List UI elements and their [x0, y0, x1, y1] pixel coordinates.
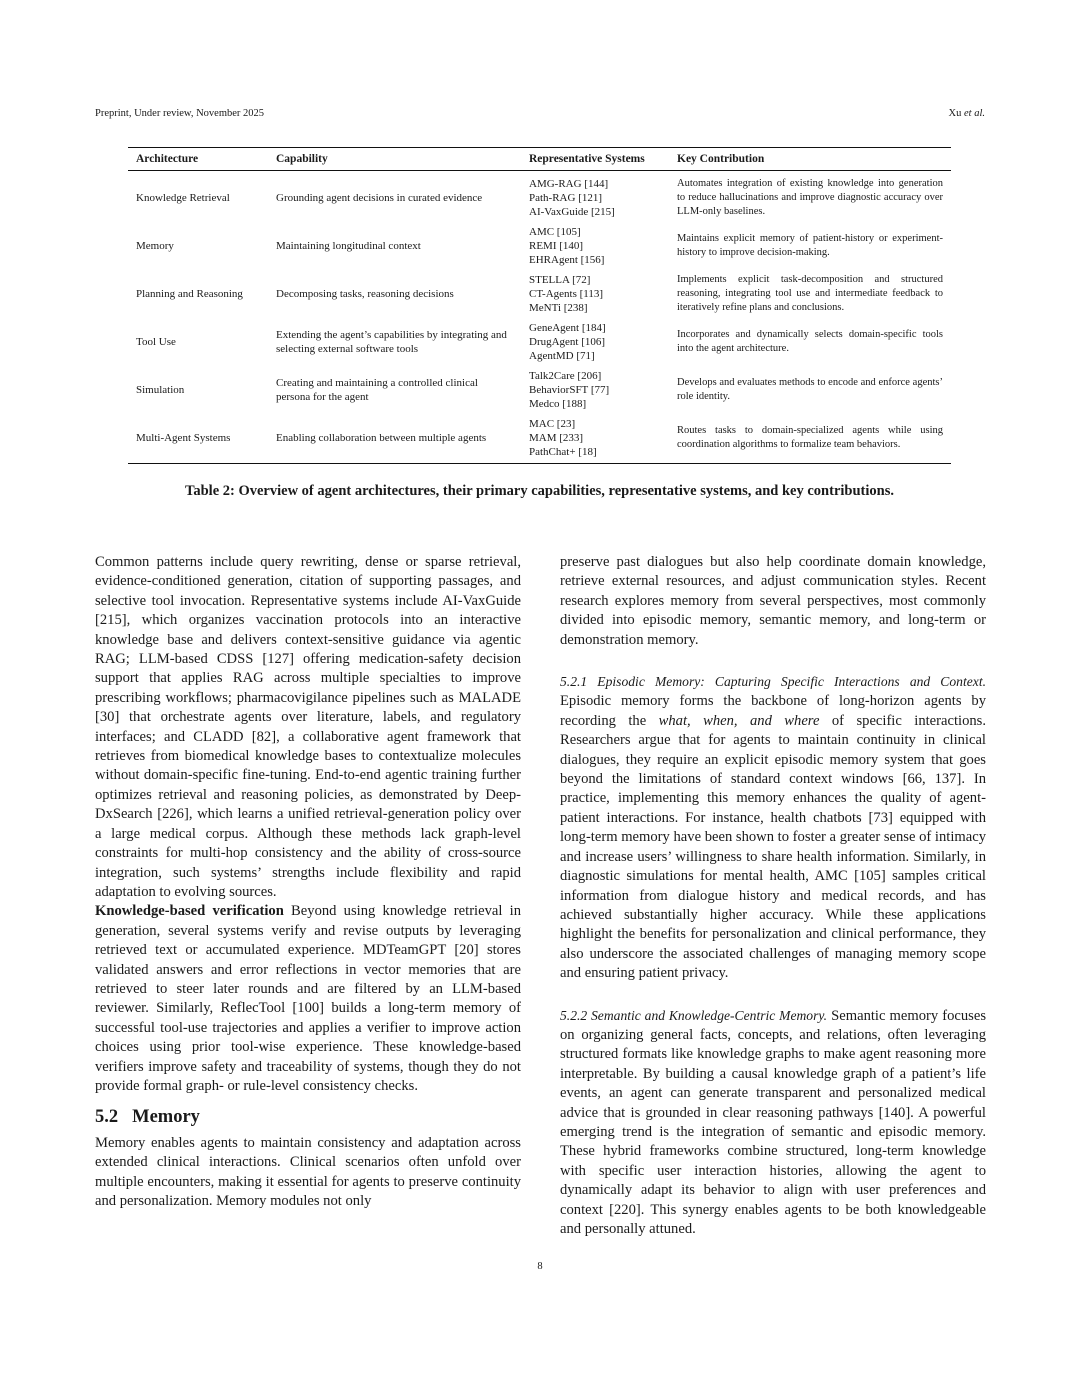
cell-capability: Enabling collaboration between multiple agents — [268, 414, 521, 464]
cell-architecture: Planning and Reasoning — [136, 288, 243, 300]
cell-contribution: Implements explicit task-decomposition and structured reasoning, integrating tool use and intermediate feedback to iteratively refine plans and conclusions. — [677, 274, 943, 313]
cell-architecture: Memory — [136, 240, 174, 252]
table-row — [128, 318, 951, 366]
cell-systems: STELLA [72] CT-Agents [113] MeNTi [238] — [529, 274, 604, 314]
table-header-row — [128, 148, 951, 171]
cell-capability: Maintaining longitudinal context — [276, 240, 421, 252]
paragraph: 5.2.1 Episodic Memory: Capturing Specific Interactions and Context. Episodic memory forms the backbone of long-horizon agents by recording the what, when, and where of specific interactions. Researchers argue that for agents to maintain continuity in clinical dialogues, they require an explicit episodic memory system that goes beyond the limitations of standard context windows [66, 137]. In practice, implementing this memory enhances the quality of agent-patient interactions. For instance, health chatbots [73] equipped with long-term memory have been shown to foster a greater sense of intimacy and increase users’ willingness to share health information. Similarly, in diagnostic simulations for mental health, AMC [105] samples critical information from dialogue history and medical records, and has achieved substantially higher accuracy. While these applications highlight the benefits for personalization and clinical performance, they also underscore the associated challenges of managing memory scope and ensuring patient privacy. — [560, 674, 987, 982]
header-venue: Preprint, Under review, November 2025 — [95, 108, 265, 119]
table-caption: Table 2: Overview of agent architectures, their primary capabilities, representative systems, and key contributions. — [185, 483, 894, 499]
paragraph: Knowledge-based verification Beyond using knowledge retrieval in generation, several systems verify and revise outputs by leveraging retrieved text or accumulated experience. MDTeamGPT [20] stores validated answers and error reflections in vector memories that are retrieved to steer later rounds and are filtered by an LLM-based reviewer. Similarly, ReflecTool [100] builds a long-term memory of successful tool-use trajectories and applies a verifier to improve action choices using prior tool-wise experience. These knowledge-based verifiers improve safety and traceability of systems, though they do not provide formal graph- or rule-level consistency checks. — [95, 903, 521, 1094]
section-heading: 5.2 Memory — [95, 1107, 200, 1128]
col-header-contribution: Key Contribution — [669, 148, 951, 171]
cell-architecture: Simulation — [136, 384, 185, 396]
cell-contribution: Maintains explicit memory of patient-history or experiment-history to improve decision-making. — [677, 233, 943, 258]
table-row — [128, 366, 951, 414]
cell-architecture: Tool Use — [136, 336, 176, 348]
table-row — [128, 222, 951, 270]
paragraph: preserve past dialogues but also help coordinate domain knowledge, retrieve external resources, and adjust communication styles. Recent research explores memory from several perspectives, most commonly divided into episodic memory, semantic memory, and long-term or demonstration memory. — [560, 554, 986, 648]
cell-contribution: Incorporates and dynamically selects domain-specific tools into the agent architecture. — [677, 329, 943, 354]
cell-contribution: Develops and evaluates methods to encode and enforce agents’ role identity. — [677, 377, 943, 402]
subsection-heading: 5.2.2 Semantic and Knowledge-Centric Memory. — [560, 1007, 828, 1023]
col-header-architecture: Architecture — [128, 148, 268, 171]
right-column — [560, 553, 986, 1239]
table-row — [128, 414, 951, 464]
col-header-capability: Capability — [268, 148, 521, 171]
cell-capability: Creating and maintaining a controlled clinical persona for the agent — [276, 377, 478, 403]
cell-systems: AMC [105] REMI [140] EHRAgent [156] — [529, 226, 605, 266]
table-row — [128, 171, 951, 223]
architecture-table — [128, 147, 951, 464]
cell-systems: AMG-RAG [144] Path-RAG [121] AI-VaxGuide [215] — [529, 178, 615, 218]
page-number: 8 — [537, 1261, 543, 1272]
cell-contribution: Automates integration of existing knowledge into generation to reduce hallucinations and improve diagnostic accuracy over LLM-only baselines. — [677, 178, 943, 217]
table-row — [128, 270, 951, 318]
run-in-heading: Knowledge-based verification — [95, 903, 284, 920]
running-head — [95, 108, 985, 119]
cell-systems: MAC [23] MAM [233] PathChat+ [18] — [521, 414, 669, 464]
header-authors: Xu et al. — [948, 108, 985, 119]
paragraph: 5.2.2 Semantic and Knowledge-Centric Memory. Semantic memory focuses on organizing general facts, concepts, and relations, often leveraging structured formats like knowledge graphs to make agent reasoning more interpretable. By building a causal knowledge graph of a patient’s life events, an agent can generate transparent and personalized medical advice that is grounded in clear reasoning pathways [140]. A powerful emerging trend is the integration of semantic and episodic memory. These hybrid frameworks combine structured, long-term knowledge with specific user interaction histories, allowing the agent to dynamically adapt its behavior to align with user preferences and context [220]. This synergy enables agents to be both knowledgeable and personally attuned. — [560, 1007, 986, 1237]
cell-architecture: Multi-Agent Systems — [128, 414, 268, 464]
cell-architecture: Knowledge Retrieval — [136, 192, 230, 204]
cell-capability: Extending the agent’s capabilities by integrating and selecting external software tools — [276, 329, 507, 355]
paragraph: Common patterns include query rewriting, dense or sparse retrieval, evidence-conditioned generation, citation of supporting passages, and selective tool invocation. Representative systems include AI-VaxGuide [215], which organizes vaccination protocols into an interactive knowledge base and delivers context-sensitive guidance via agentic RAG; LLM-based CDSS [127] offering medication-safety decision support that applies RAG across multiple specialties to improve prescribing workflows; pharmacovigilance pipelines such as MALADE [30] that orchestrate agents over literature, labels, and regulatory interfaces; and CLADD [82], a collaborative agent framework that retrieves from biomedical knowledge bases to contextualize molecules without domain-specific fine-tuning. End-to-end agentic training further optimizes retrieval and reasoning policies, as demonstrated by Deep-DxSearch [226], which learns a unified retrieval-generation policy over a large medical corpus. Although these methods lack graph-level constraints for multi-hop consistency and the ability of cross-source integration, such systems’ strengths include flexibility and rapid adaptation to evolving sources. — [95, 554, 521, 900]
cell-capability: Grounding agent decisions in curated evidence — [276, 192, 483, 204]
cell-capability: Decomposing tasks, reasoning decisions — [276, 288, 454, 300]
cell-systems: Talk2Care [206] BehaviorSFT [77] Medco [188] — [529, 370, 610, 410]
paragraph: Memory enables agents to maintain consistency and adaptation across extended clinical interactions. Clinical scenarios often unfold over multiple encounters, making it essential for agents to preserve continuity and personalization. Memory modules not only — [95, 1134, 521, 1209]
subsection-heading: 5.2.1 Episodic Memory: Capturing Specific Interactions and Context. — [560, 674, 986, 690]
col-header-systems: Representative Systems — [521, 148, 669, 171]
cell-contribution: Routes tasks to domain-specialized agents while using coordination algorithms to formalize team behaviors. — [669, 414, 951, 464]
cell-systems: GeneAgent [184] DrugAgent [106] AgentMD [71] — [529, 322, 606, 362]
left-column — [95, 553, 521, 1211]
